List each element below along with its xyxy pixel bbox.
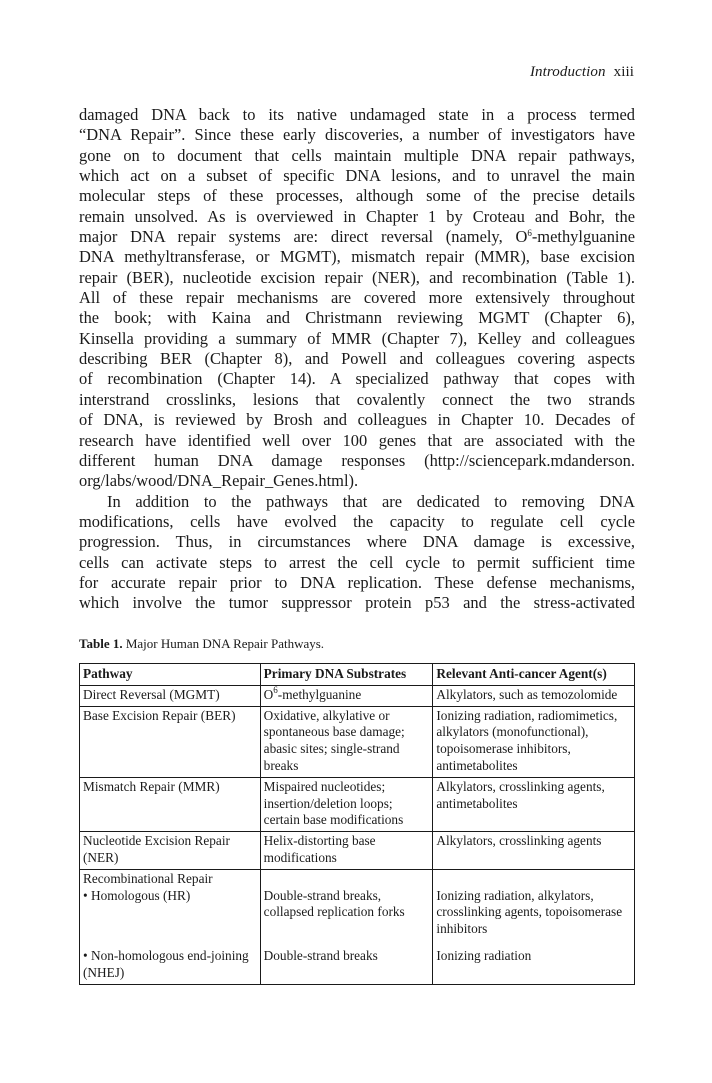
cell-substrate: Mispaired nucleotides; insertion/deletion loops; certain base modifications xyxy=(260,777,433,831)
text-fragment: major DNA repair systems are: direct reversal (namely, O xyxy=(79,227,528,247)
text-line: of recombination (Chapter 14). A specialized pathway that copes with xyxy=(79,369,635,389)
cell-agents: Ionizing radiation xyxy=(433,940,635,984)
cell-agents: Alkylators, such as temozolomide xyxy=(433,685,635,706)
cell-agents: Ionizing radiation, radiomimetics, alkylators (monofunctional), topoisomerase inhibitors, antimetabolites xyxy=(433,706,635,777)
body-text xyxy=(79,105,635,614)
header-pathway: Pathway xyxy=(80,664,261,686)
text-line: progression. Thus, in circumstances where DNA damage is excessive, xyxy=(79,532,635,552)
text-line: DNA methyltransferase, or MGMT), mismatch repair (MMR), base excision xyxy=(79,247,635,267)
text-fragment: -methylguanine xyxy=(531,227,635,247)
cell-substrate: Oxidative, alkylative or spontaneous base damage; abasic sites; single-strand breaks xyxy=(260,706,433,777)
text-line: the book; with Kaina and Christmann reviewing MGMT (Chapter 6), xyxy=(79,308,635,328)
text-line: All of these repair mechanisms are covered more extensively throughout xyxy=(79,288,635,308)
table-row xyxy=(80,706,635,777)
cell-pathway: Mismatch Repair (MMR) xyxy=(80,777,261,831)
text-line: molecular steps of these processes, although some of the precise details xyxy=(79,186,635,206)
text-line: describing BER (Chapter 8), and Powell and colleagues covering aspects xyxy=(79,349,635,369)
subpathway-substrate: Double-strand breaks, collapsed replication forks xyxy=(263,887,405,920)
text-line: of DNA, is reviewed by Brosh and colleagues in Chapter 10. Decades of xyxy=(79,410,635,430)
text-line: which act on a subset of specific DNA lesions, and to unravel the main xyxy=(79,166,635,186)
text-line: damaged DNA back to its native undamaged state in a process termed xyxy=(79,105,635,124)
text-line: gone on to document that cells maintain multiple DNA repair pathways, xyxy=(79,145,635,165)
superscript: 6 xyxy=(527,228,532,239)
page-number: xiii xyxy=(613,64,634,80)
subpathway-label: • Homologous (HR) xyxy=(83,887,191,903)
text-line: Kinsella providing a summary of MMR (Chapter 7), Kelley and colleagues xyxy=(79,328,635,348)
table-caption xyxy=(79,636,324,652)
text-line: interstrand crosslinks, lesions that covalently connect the two strands xyxy=(79,389,635,409)
substrate-prefix: O xyxy=(263,686,274,702)
table-caption-label: Table 1. xyxy=(79,636,123,651)
spacer xyxy=(264,871,430,888)
header-substrates: Primary DNA Substrates xyxy=(260,664,433,686)
header-agents: Relevant Anti-cancer Agent(s) xyxy=(433,664,635,686)
text-line: different human DNA damage responses (http://sciencepark.mdanderson. xyxy=(79,450,635,470)
spacer xyxy=(436,871,631,888)
cell-pathway xyxy=(80,869,261,940)
text-line: remain unsolved. As is overviewed in Chapter 1 by Croteau and Bohr, the xyxy=(79,206,635,226)
text-line: repair (BER), nucleotide excision repair (NER), and recombination (Table 1). xyxy=(79,267,635,287)
text-line: which involve the tumor suppressor protein p53 and the stress-activated xyxy=(79,593,635,613)
cell-pathway: Nucleotide Excision Repair (NER) xyxy=(80,832,261,870)
cell-agents: Alkylators, crosslinking agents xyxy=(433,832,635,870)
subpathway-agents: Ionizing radiation, alkylators, crosslinking agents, topoisomerase inhibitors xyxy=(436,887,623,937)
cell-pathway: • Non-homologous end-joining (NHEJ) xyxy=(80,940,261,984)
table-row xyxy=(80,777,635,831)
text-line-o6 xyxy=(79,227,635,247)
table-header-row xyxy=(80,664,635,686)
cell-agents: Alkylators, crosslinking agents, antimetabolites xyxy=(433,777,635,831)
table-row xyxy=(80,940,635,984)
group-label: Recombinational Repair xyxy=(83,870,213,886)
running-head xyxy=(530,64,634,81)
cell-agents xyxy=(433,869,635,940)
text-line: modifications, cells have evolved the capacity to regulate cell cycle xyxy=(79,511,635,531)
running-head-title: Introduction xyxy=(529,64,606,80)
substrate-text: -methylguanine xyxy=(277,686,362,702)
cell-substrate xyxy=(260,869,433,940)
text-line: In addition to the pathways that are dedicated to removing DNA xyxy=(107,491,635,511)
text-line: org/labs/wood/DNA_Repair_Genes.html). xyxy=(79,471,359,491)
text-line: “DNA Repair”. Since these early discoveries, a number of investigators have xyxy=(79,125,635,145)
text-line: cells can activate steps to arrest the cell cycle to permit sufficient time xyxy=(79,552,635,572)
superscript: 6 xyxy=(273,684,278,695)
cell-pathway: Base Excision Repair (BER) xyxy=(80,706,261,777)
text-line: for accurate repair prior to DNA replication. These defense mechanisms, xyxy=(79,572,635,592)
dna-repair-table xyxy=(79,663,635,985)
table-row xyxy=(80,685,635,706)
table-row xyxy=(80,869,635,940)
cell-substrate xyxy=(260,685,433,706)
cell-substrate: Double-strand breaks xyxy=(260,940,433,984)
text-line: research have identified well over 100 genes that are associated with the xyxy=(79,430,635,450)
table-row xyxy=(80,832,635,870)
cell-substrate: Helix-distorting base modifications xyxy=(260,832,433,870)
cell-pathway: Direct Reversal (MGMT) xyxy=(80,685,261,706)
table-caption-text: Major Human DNA Repair Pathways. xyxy=(122,636,325,651)
